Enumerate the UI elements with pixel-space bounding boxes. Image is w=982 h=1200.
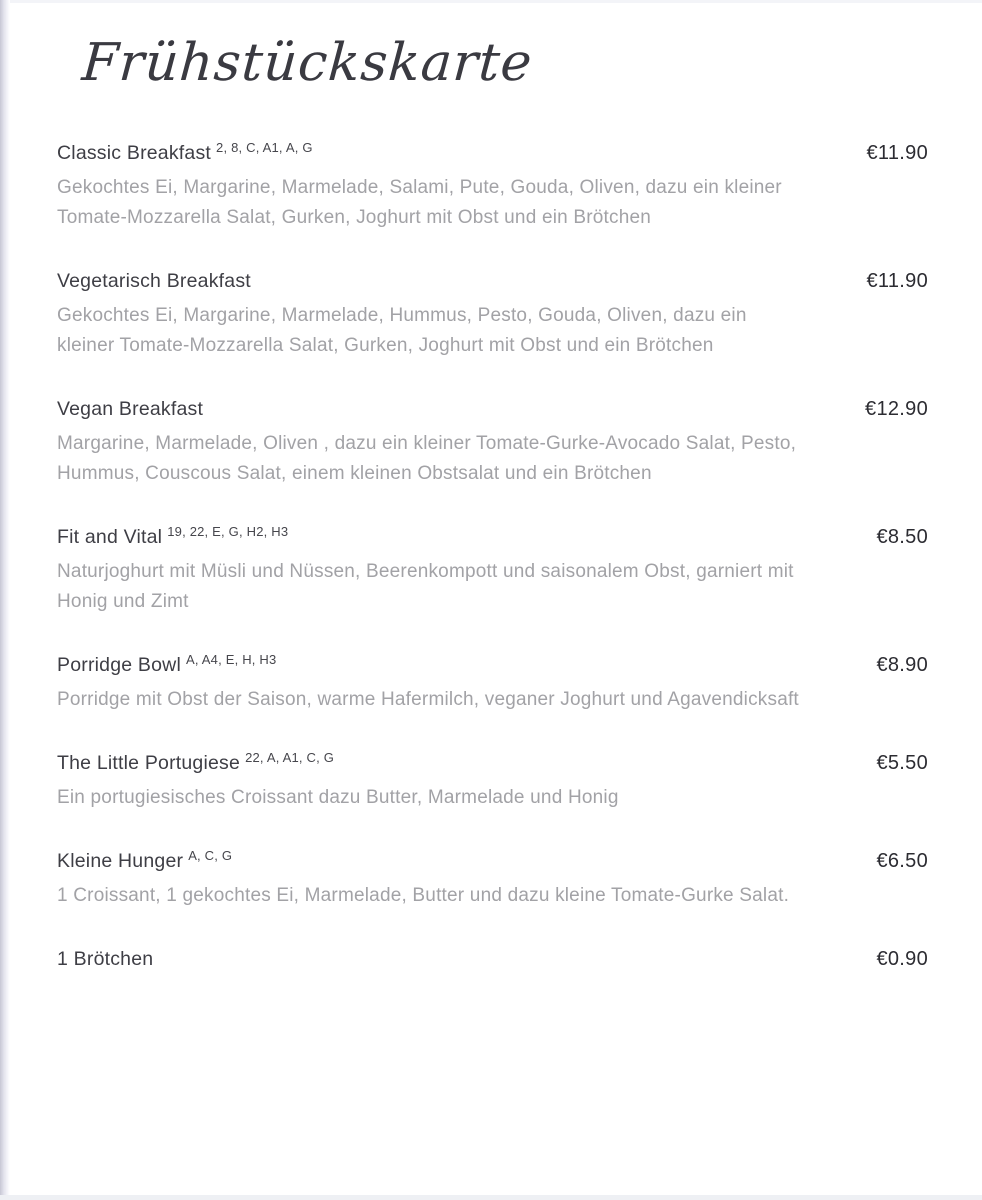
item-description: Gekochtes Ei, Margarine, Marmelade, Salami, Pute, Gouda, Oliven, dazu ein kleiner Tomate-Mozzarella Salat, Gurken, Joghurt mit Obst und ein Brötchen	[57, 176, 782, 228]
menu-item-header	[57, 846, 928, 878]
item-name: Kleine Hunger $^{A, C, G}$	[57, 847, 233, 872]
item-name: Classic Breakfast $^{2, 8, C, A1, A, G}$	[57, 139, 313, 164]
menu-item	[57, 394, 928, 489]
item-allergen-codes: A, C, G	[188, 847, 233, 863]
item-price: €12.90	[865, 397, 928, 420]
menu-item-header	[57, 748, 928, 780]
item-name: Vegetarisch Breakfast	[57, 269, 251, 292]
item-name: The Little Portugiese $^{22, A, A1, C, G}$	[57, 749, 335, 774]
menu-item-header	[57, 394, 928, 426]
menu-list	[57, 138, 928, 976]
item-description: Margarine, Marmelade, Oliven , dazu ein kleiner Tomate-Gurke-Avocado Salat, Pesto, Hummus, Couscous Salat, einem kleinen Obstsalat und ein Brötchen	[57, 432, 797, 484]
item-price: €11.90	[866, 141, 928, 164]
item-name: Fit and Vital $^{19, 22, E, G, H2, H3}$	[57, 523, 289, 548]
item-description: Ein portugiesisches Croissant dazu Butter, Marmelade und Honig	[57, 786, 619, 808]
page-title: Frühstückskarte	[80, 33, 535, 93]
item-price: €0.90	[876, 947, 928, 970]
item-allergen-codes: 22, A, A1, C, G	[245, 749, 335, 765]
menu-item	[57, 266, 928, 361]
menu-item-header	[57, 650, 928, 682]
item-price: €8.50	[876, 525, 928, 548]
item-price: €5.50	[876, 751, 928, 774]
item-description: Gekochtes Ei, Margarine, Marmelade, Hummus, Pesto, Gouda, Oliven, dazu ein kleiner Tomate-Mozzarella Salat, Gurken, Joghurt mit Obst und ein Brötchen	[57, 304, 747, 356]
menu-item	[57, 944, 928, 976]
page-edge-bottom	[0, 1195, 982, 1200]
menu-item	[57, 522, 928, 617]
menu-item	[57, 650, 928, 715]
menu-item-header	[57, 944, 928, 976]
menu-item	[57, 138, 928, 233]
menu-item	[57, 748, 928, 813]
item-price: €6.50	[876, 849, 928, 872]
menu-item	[57, 846, 928, 911]
item-allergen-codes: 2, 8, C, A1, A, G	[216, 139, 313, 155]
item-name: Vegan Breakfast	[57, 397, 204, 420]
item-allergen-codes: A, A4, E, H, H3	[186, 651, 277, 667]
item-name: Porridge Bowl $^{A, A4, E, H, H3}$	[57, 651, 277, 676]
item-description: Naturjoghurt mit Müsli und Nüssen, Beerenkompott und saisonalem Obst, garniert mit Honig und Zimt	[57, 560, 794, 612]
item-allergen-codes: 19, 22, E, G, H2, H3	[167, 523, 289, 539]
menu-item-header	[57, 266, 928, 298]
item-description: 1 Croissant, 1 gekochtes Ei, Marmelade, Butter und dazu kleine Tomate-Gurke Salat.	[57, 884, 790, 906]
item-name: 1 Brötchen	[57, 947, 154, 970]
item-price: €8.90	[876, 653, 928, 676]
item-price: €11.90	[866, 269, 928, 292]
item-description: Porridge mit Obst der Saison, warme Hafermilch, veganer Joghurt und Agavendicksaft	[57, 688, 799, 710]
menu-item-header	[57, 522, 928, 554]
menu-item-header	[57, 138, 928, 170]
